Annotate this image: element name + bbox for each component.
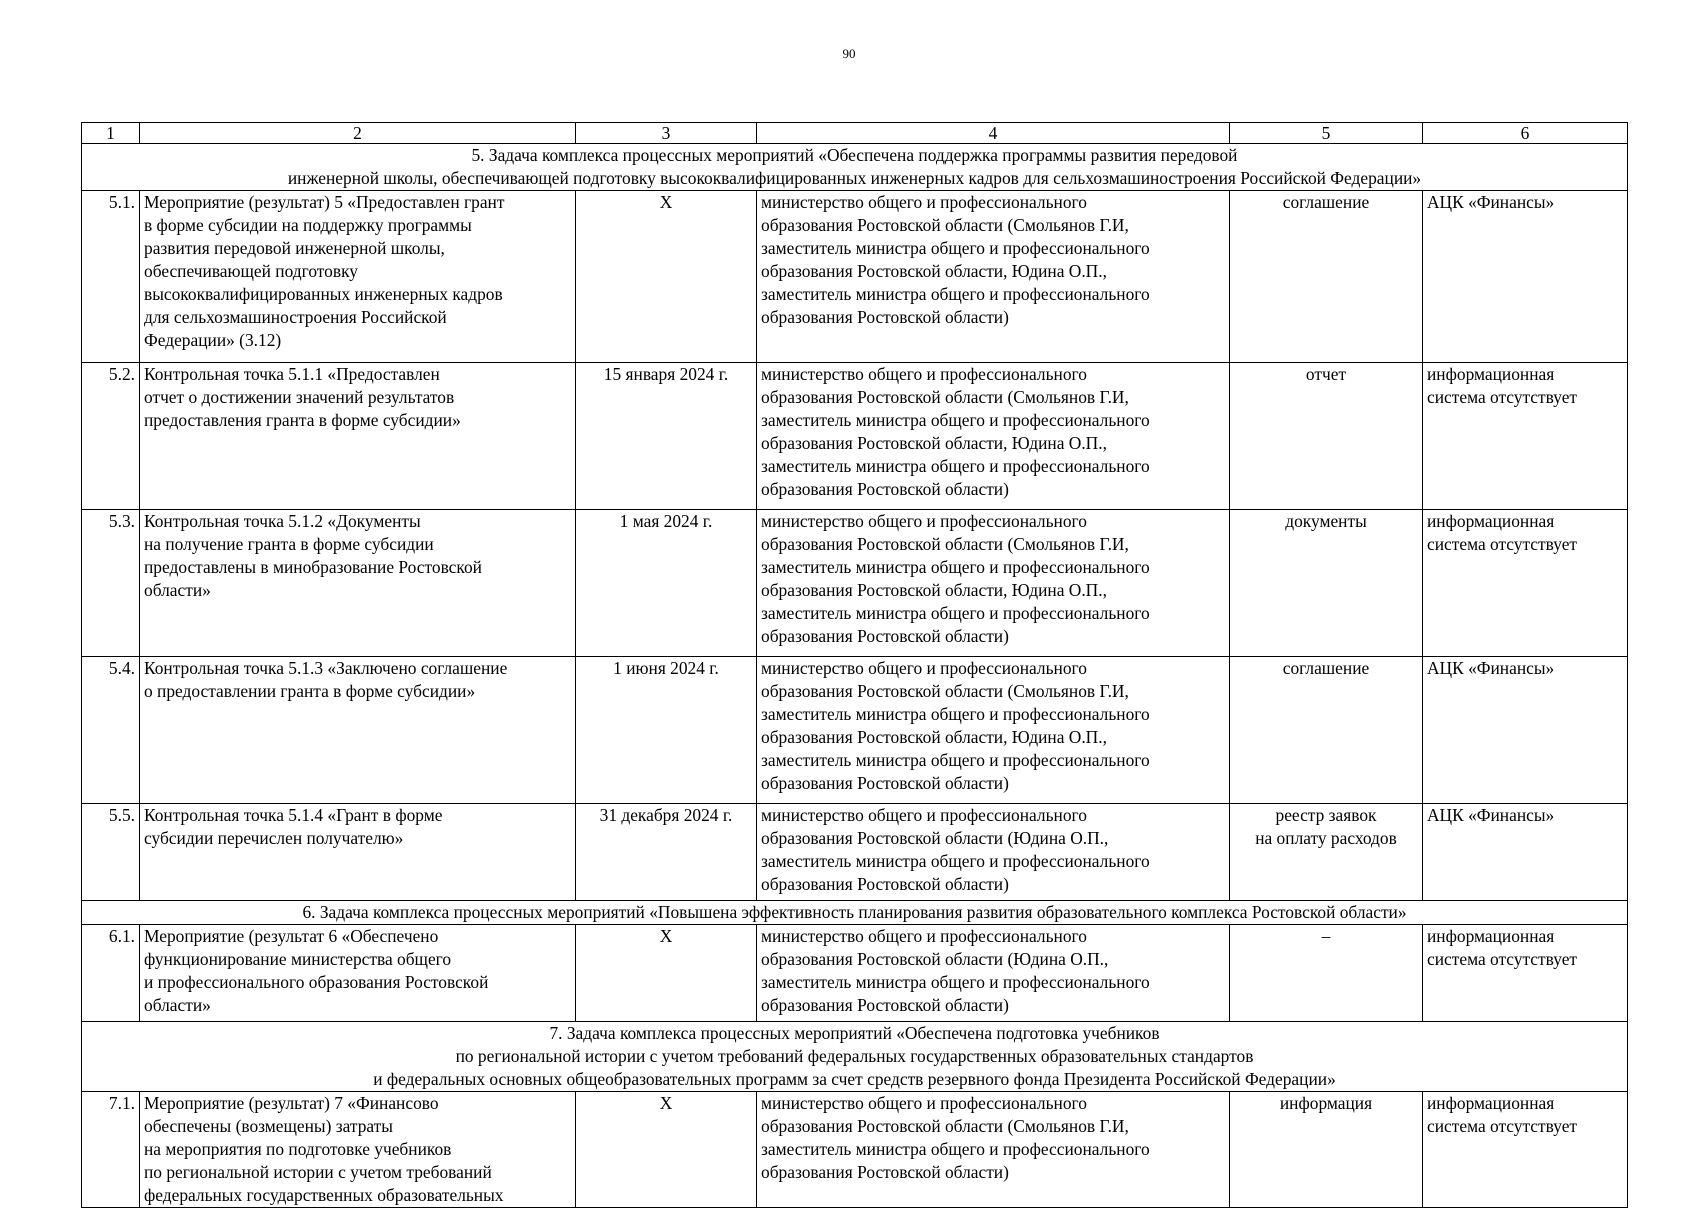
column-number: 6 [1423,123,1628,144]
task-section-title-line: 5. Задача комплекса процессных мероприятий «Обеспечена поддержка программы развития передовой [471,145,1238,165]
responsible-executor-line: заместитель министра общего и профессионального [761,284,1150,304]
column-number: 2 [140,123,576,144]
responsible-executor-line: заместитель министра общего и профессионального [761,557,1150,577]
responsible-executor [757,363,1230,510]
responsible-executor [757,804,1230,901]
deadline-date: 15 января 2024 г. [576,363,757,510]
task-section-row [82,144,1628,191]
column-number: 5 [1230,123,1423,144]
row-number: 5.2. [82,363,140,510]
document-type [1230,804,1423,901]
activity-name-line: Мероприятие (результат) 5 «Предоставлен грант [144,192,505,212]
activity-name-line: обеспечивающей подготовку [144,261,358,281]
activity-name-line: отчет о достижении значений результатов [144,387,455,407]
activity-name-line: Контрольная точка 5.1.1 «Предоставлен [144,364,440,384]
responsible-executor-line: образования Ростовской области) [761,626,1009,646]
document-type [1230,510,1423,657]
row-number: 5.3. [82,510,140,657]
activity-name [140,1092,576,1208]
table-row [82,657,1628,804]
document-type-line: соглашение [1282,192,1370,212]
activity-name [140,804,576,901]
information-system-line: АЦК «Финансы» [1427,805,1555,825]
task-section-title [82,144,1628,191]
activities-table [81,122,1628,1208]
activity-name-line: по региональной истории с учетом требований [144,1162,492,1182]
document-type [1230,363,1423,510]
activity-name-line: предоставлены в минобразование Ростовской [144,557,482,577]
responsible-executor-line: образования Ростовской области (Смольянов Г.И, [761,534,1129,554]
responsible-executor-line: образования Ростовской области (Смольянов Г.И, [761,215,1129,235]
table-row [82,925,1628,1022]
deadline-date: 31 декабря 2024 г. [576,804,757,901]
activity-name-line: для сельхозмашиностроения Российской [144,307,447,327]
deadline-date: 1 июня 2024 г. [576,657,757,804]
task-section-title [82,901,1628,925]
task-section-row [82,1022,1628,1092]
task-section-title-line: 6. Задача комплекса процессных мероприятий «Повышена эффективность планирования развития образовательного комплекса Ростовской области» [302,902,1407,922]
information-system [1423,657,1628,804]
table-row [82,510,1628,657]
table-row [82,363,1628,510]
document-type-line: соглашение [1282,658,1370,678]
information-system [1423,925,1628,1022]
responsible-executor-line: образования Ростовской области (Смольянов Г.И, [761,681,1129,701]
responsible-executor-line: заместитель министра общего и профессионального [761,1139,1150,1159]
column-number: 1 [82,123,140,144]
activity-name-line: высококвалифицированных инженерных кадров [144,284,503,304]
task-section-title-line: по региональной истории с учетом требований федеральных государственных образовательных стандартов [455,1046,1254,1066]
document-type-line: документы [1285,511,1367,531]
activity-name [140,510,576,657]
document-type [1230,657,1423,804]
row-number: 6.1. [82,925,140,1022]
activity-name-line: функционирование министерства общего [144,949,452,969]
row-number: 5.1. [82,191,140,363]
responsible-executor-line: министерство общего и профессионального [761,658,1087,678]
responsible-executor [757,925,1230,1022]
activity-name-line: на получение гранта в форме субсидии [144,534,434,554]
column-number: 3 [576,123,757,144]
responsible-executor-line: образования Ростовской области) [761,479,1009,499]
activity-name-line: на мероприятия по подготовке учебников [144,1139,452,1159]
task-section-title-line: инженерной школы, обеспечивающей подготовку высококвалифицированных инженерных кадров для сельхозмашиностроения Российской Федерации» [287,168,1422,188]
responsible-executor-line: образования Ростовской области) [761,1162,1009,1182]
information-system-line: система отсутствует [1427,534,1578,554]
document-type-line: отчет [1305,364,1347,384]
information-system-line: информационная [1427,1093,1555,1113]
responsible-executor-line: образования Ростовской области (Юдина О.П., [761,949,1109,969]
responsible-executor-line: заместитель министра общего и профессионального [761,238,1150,258]
activity-name-line: федеральных государственных образовательных [144,1185,504,1205]
activity-name [140,925,576,1022]
information-system [1423,191,1628,363]
responsible-executor-line: образования Ростовской области, Юдина О.П., [761,261,1107,281]
information-system-line: система отсутствует [1427,387,1578,407]
document-type-line: реестр заявок [1275,805,1377,825]
document-type-line: информация [1279,1093,1373,1113]
information-system-line: информационная [1427,511,1555,531]
information-system-line: информационная [1427,364,1555,384]
document-type-line: на оплату расходов [1255,828,1397,848]
responsible-executor-line: министерство общего и профессионального [761,926,1087,946]
activity-name-line: Федерации» (3.12) [144,330,282,350]
activity-name-line: Контрольная точка 5.1.4 «Грант в форме [144,805,443,825]
responsible-executor-line: образования Ростовской области (Смольянов Г.И, [761,1116,1129,1136]
responsible-executor-line: заместитель министра общего и профессионального [761,704,1150,724]
activity-name-line: предоставления гранта в форме субсидии» [144,410,461,430]
document-type [1230,1092,1423,1208]
responsible-executor [757,1092,1230,1208]
information-system-line: информационная [1427,926,1555,946]
task-section-title-line: 7. Задача комплекса процессных мероприятий «Обеспечена подготовка учебников [549,1023,1160,1043]
information-system [1423,1092,1628,1208]
information-system [1423,804,1628,901]
responsible-executor-line: заместитель министра общего и профессионального [761,410,1150,430]
responsible-executor-line: заместитель министра общего и профессионального [761,603,1150,623]
responsible-executor-line: образования Ростовской области (Юдина О.П., [761,828,1109,848]
responsible-executor-line: заместитель министра общего и профессионального [761,972,1150,992]
deadline-date: X [576,1092,757,1208]
page-number: 90 [842,46,856,61]
activity-name-line: и профессионального образования Ростовской [144,972,489,992]
responsible-executor-line: министерство общего и профессионального [761,1093,1087,1113]
column-number: 4 [757,123,1230,144]
document-type [1230,925,1423,1022]
deadline-date: 1 мая 2024 г. [576,510,757,657]
responsible-executor [757,657,1230,804]
task-section-row [82,901,1628,925]
activity-name [140,363,576,510]
table-row [82,804,1628,901]
activity-name-line: о предоставлении гранта в форме субсидии» [144,681,476,701]
responsible-executor-line: заместитель министра общего и профессионального [761,456,1150,476]
activity-name [140,657,576,804]
responsible-executor-line: заместитель министра общего и профессионального [761,851,1150,871]
activity-name-line: области» [144,995,211,1015]
responsible-executor-line: образования Ростовской области) [761,307,1009,327]
responsible-executor-line: министерство общего и профессионального [761,364,1087,384]
document-type-line: – [1321,926,1331,946]
information-system-line: система отсутствует [1427,1116,1578,1136]
task-section-title-line: и федеральных основных общеобразовательных программ за счет средств резервного фонда Президента Российской Федерации» [373,1069,1336,1089]
column-number-row [82,123,1628,144]
activity-name-line: субсидии перечислен получателю» [144,828,404,848]
information-system [1423,363,1628,510]
responsible-executor-line: министерство общего и профессионального [761,192,1087,212]
row-number: 5.4. [82,657,140,804]
table-row [82,191,1628,363]
deadline-date: X [576,925,757,1022]
information-system-line: АЦК «Финансы» [1427,658,1555,678]
row-number: 5.5. [82,804,140,901]
activity-name-line: развития передовой инженерной школы, [144,238,445,258]
document-type [1230,191,1423,363]
information-system [1423,510,1628,657]
responsible-executor-line: министерство общего и профессионального [761,805,1087,825]
responsible-executor [757,191,1230,363]
responsible-executor-line: образования Ростовской области) [761,773,1009,793]
row-number: 7.1. [82,1092,140,1208]
activity-name-line: области» [144,580,211,600]
responsible-executor-line: образования Ростовской области, Юдина О.П., [761,580,1107,600]
activity-name-line: обеспечены (возмещены) затраты [144,1116,393,1136]
responsible-executor-line: образования Ростовской области) [761,874,1009,894]
responsible-executor [757,510,1230,657]
activity-name-line: Мероприятие (результат) 7 «Финансово [144,1093,439,1113]
responsible-executor-line: заместитель министра общего и профессионального [761,750,1150,770]
activity-name-line: Контрольная точка 5.1.2 «Документы [144,511,421,531]
responsible-executor-line: образования Ростовской области) [761,995,1009,1015]
responsible-executor-line: образования Ростовской области (Смольянов Г.И, [761,387,1129,407]
activity-name [140,191,576,363]
responsible-executor-line: образования Ростовской области, Юдина О.П., [761,727,1107,747]
activity-name-line: в форме субсидии на поддержку программы [144,215,472,235]
responsible-executor-line: министерство общего и профессионального [761,511,1087,531]
information-system-line: АЦК «Финансы» [1427,192,1555,212]
activity-name-line: Контрольная точка 5.1.3 «Заключено соглашение [144,658,508,678]
responsible-executor-line: образования Ростовской области, Юдина О.П., [761,433,1107,453]
table-row [82,1092,1628,1208]
task-section-title [82,1022,1628,1092]
activity-name-line: Мероприятие (результат 6 «Обеспечено [144,926,439,946]
deadline-date: X [576,191,757,363]
information-system-line: система отсутствует [1427,949,1578,969]
